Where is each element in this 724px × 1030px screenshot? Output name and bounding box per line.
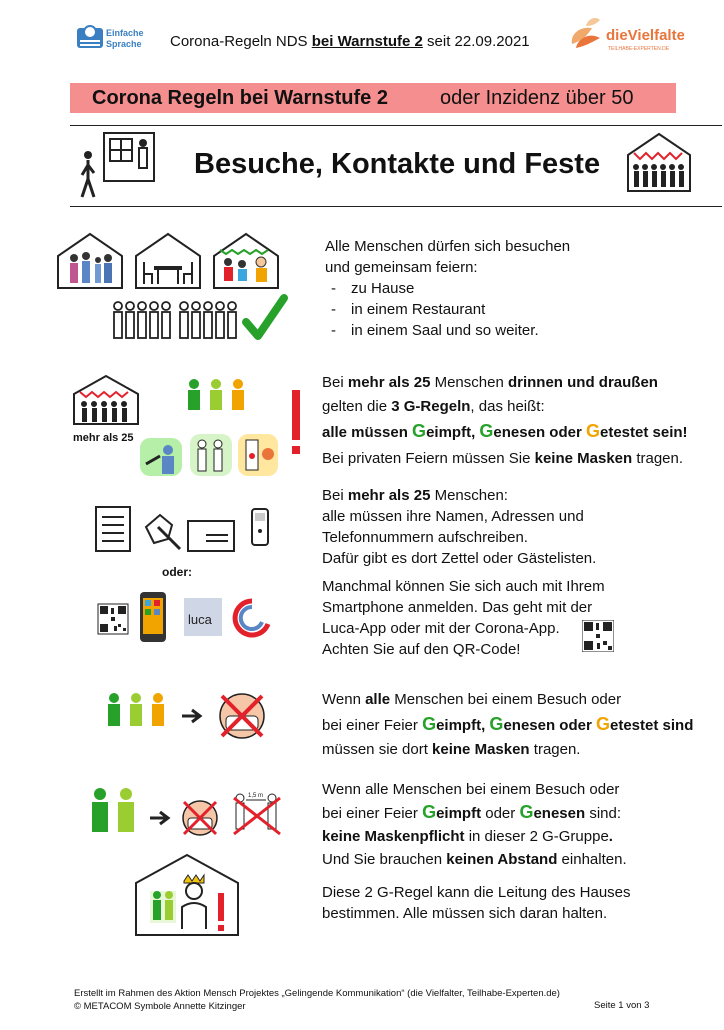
block2-text [322,371,688,471]
block3-line3: Telefonnummern aufschreiben. [322,529,528,546]
block3-line1: Bei mehr als 25 Menschen: [322,487,508,504]
block1-text [325,236,570,341]
distance-label: 1,5 m [248,793,264,799]
oder-label: oder: [162,565,192,579]
block6-line3: keine Maskenpflicht in dieser 2 G-Gruppe. [322,828,613,845]
vielfalter-text: dieVielfalter [606,27,684,44]
divider-top [70,125,722,126]
block2-line2: gelten die 3 G-Regeln, das heißt: [322,398,545,415]
address-card-icon [188,521,234,551]
recovered-icon [190,434,232,476]
corona-warn-app-icon [235,601,269,635]
smartphone-icon [140,592,166,642]
family-house-icon [58,234,122,288]
arrow-right-icon [182,710,200,722]
section-title: Besuche, Kontakte und Feste [194,148,601,180]
block2-line4: Bei privaten Feiern müssen Sie keine Masken tragen. [322,450,684,467]
two-g-people-icon [150,891,176,923]
two-g-people-icon [92,788,134,832]
writing-hand-icon [146,515,180,549]
block3-line4: Dafür gibt es dort Zettel oder Gästelisten. [322,550,597,567]
block6-text [322,778,627,871]
divider-section [70,206,722,207]
house-rule-illustration [132,853,242,942]
party-hall-icon [624,131,694,198]
checkmark-icon [246,298,284,336]
list-item: - in einem Restaurant [325,299,570,320]
footer-copyright: © METACOM Symbole Annette Kitzinger [74,1001,246,1012]
app-checkin-illustration [96,588,276,653]
header-title-post: seit 22.09.2021 [422,33,530,50]
block2-line3: alle müssen Geimpft, Genesen oder Getestet sein! [322,421,688,441]
block6-line2: bei einer Feier Geimpft oder Genesen sind: [322,802,622,822]
block4-line4: Achten Sie auf den QR-Code! [322,641,521,658]
visitor-at-door-icon [76,131,156,206]
block5-line2: bei einer Feier Geimpft, Genesen oder Getestet sind [322,714,694,734]
banner-bold-text: Corona Regeln bei Warnstufe 2 [92,87,388,109]
einfache-sprache-logo [76,22,146,54]
no-mask-icon [183,801,217,835]
3g-rule-illustration [70,374,310,489]
qr-code-icon [582,620,614,657]
warnstufe-banner [70,83,676,113]
party-hall-small-icon [74,376,138,424]
block4-line2: Smartphone anmelden. Das geht mit der [322,599,593,616]
block2-line1: Bei mehr als 25 Menschen drinnen und draußen [322,374,658,391]
footer [74,987,560,1013]
no-distance-icon [234,793,280,834]
block4-text [322,576,605,660]
exclamation-icon [218,893,224,921]
block1-line2: und gemeinsam feiern: [325,259,478,276]
more-than-25-label: mehr als 25 [73,432,134,444]
list-item: - zu Hause [325,278,570,299]
luca-app-icon [184,598,222,636]
block7-line1: Diese 2 G-Regel kann die Leitung des Hauses [322,884,631,901]
vaccinated-icon [140,438,182,476]
list-item: - in einem Saal und so weiter. [325,320,570,341]
block4-line1: Manchmal können Sie sich auch mit Ihrem [322,578,605,595]
2g-no-mask-no-distance-illustration [88,784,288,851]
3g-no-mask-illustration [102,686,282,751]
crowd-group-icon [114,302,236,338]
restaurant-house-icon [136,234,200,288]
header-title-pre: Corona-Regeln NDS [170,33,312,50]
vielfalter-logo [566,14,684,58]
visits-houses-illustration [56,232,296,355]
block5-line3: müssen sie dort keine Masken tragen. [322,741,581,758]
sprache-text: Sprache [106,39,142,49]
block6-line1: Wenn alle Menschen bei einem Besuch oder [322,781,620,798]
block1-line1: Alle Menschen dürfen sich besuchen [325,238,571,255]
arrow-right-icon [150,812,168,824]
guest-list-icon [96,507,130,551]
block4-line3: Luca-App oder mit der Corona-App. [322,620,560,637]
block5-text [322,688,693,762]
exclamation-icon [292,390,300,440]
phone-icon [252,509,268,545]
page-number: Seite 1 von 3 [594,1000,650,1011]
vielfalter-subtext: TEILHABE-EXPERTEN.DE [608,46,670,52]
einfache-text: Einfache [106,28,144,38]
luca-logo-text: luca [188,612,212,627]
block3-line2: alle müssen ihre Namen, Adressen und [322,508,584,525]
banner-incidence-text: oder Inzidenz über 50 [440,87,634,109]
three-g-people-icon [188,379,244,410]
hall-house-icon [214,234,278,288]
no-mask-icon [220,694,264,738]
block5-line1: Wenn alle Menschen bei einem Besuch oder [322,691,622,708]
three-g-people-icon [108,693,164,726]
document-header-title [170,33,530,50]
block7-text [322,882,631,924]
block1-list [325,278,570,341]
block6-line4: Und Sie brauchen keinen Abstand einhalten. [322,851,627,868]
block7-line2: bestimmen. Alle müssen sich daran halten. [322,905,608,922]
block3-text [322,485,596,569]
footer-credit: Erstellt im Rahmen des Aktion Mensch Projektes „Gelingende Kommunikation“ (die Vielfalter, Teilhabe-Experten.de) [74,988,560,999]
qr-code-icon [98,604,128,634]
header-title-bold: bei Warnstufe 2 [311,33,423,50]
